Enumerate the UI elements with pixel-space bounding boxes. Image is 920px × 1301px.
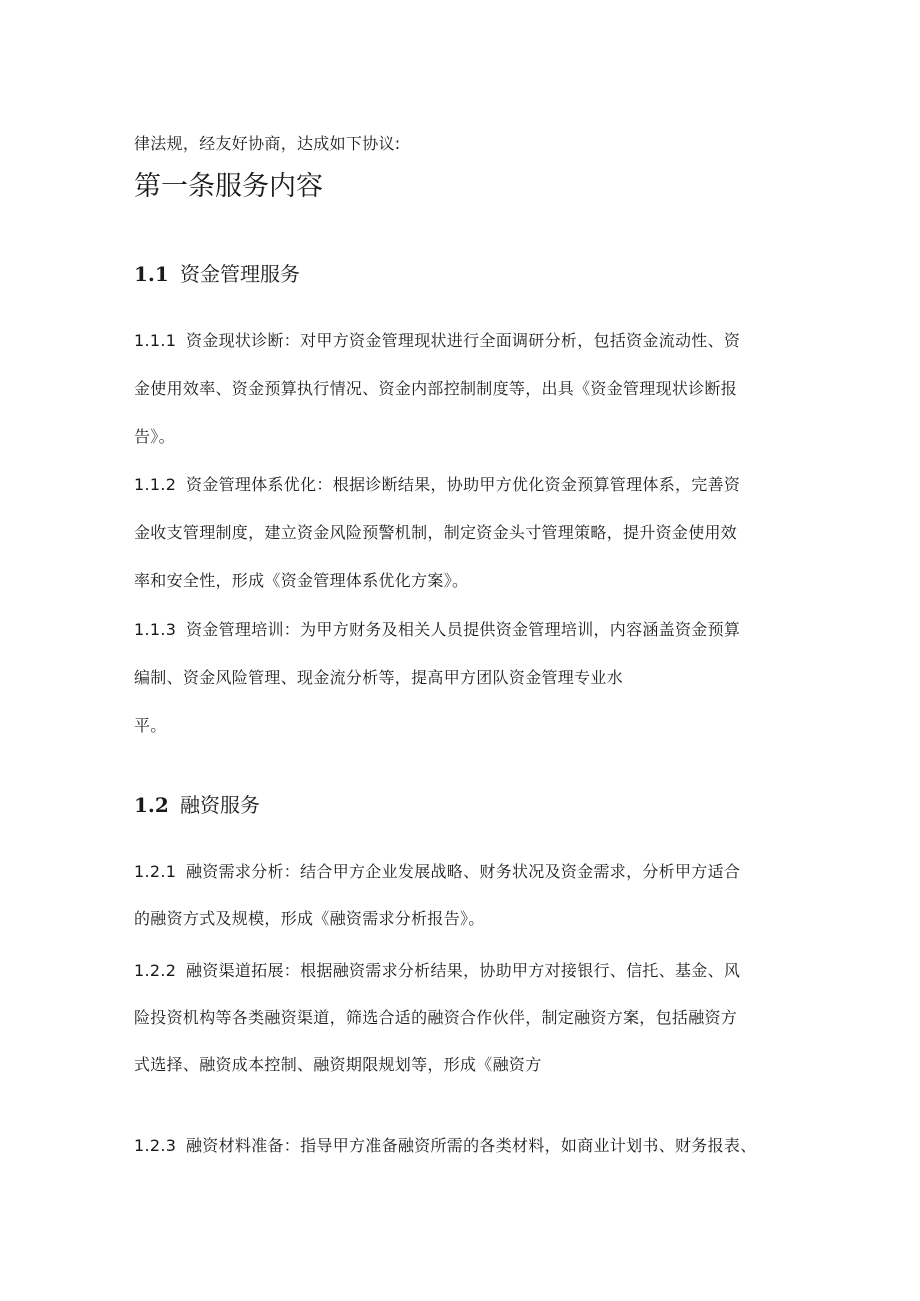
clause-1-2-2-line-2: 险投资机构等各类融资渠道，筛选合适的融资合作伙伴，制定融资方案，包括融资方 <box>134 1008 738 1027</box>
clause-text: 融资需求分析：结合甲方企业发展战略、财务状况及资金需求，分析甲方适合 <box>186 862 741 881</box>
clause-1-1-3-line-3: 平。 <box>134 716 167 735</box>
clause-1-2-1-line-1 <box>134 862 740 882</box>
clause-1-1-2-line-3: 率和安全性，形成《资金管理体系优化方案》。 <box>134 571 469 590</box>
clause-1-1-2-line-1 <box>134 475 740 495</box>
clause-1-1-3-line-2: 编制、资金风险管理、现金流分析等，提高甲方团队资金管理专业水 <box>134 668 624 687</box>
section-heading-1-2 <box>134 792 260 818</box>
clause-1-2-2-line-3: 式选择、融资成本控制、融资期限规划等，形成《融资方 <box>134 1055 542 1074</box>
clause-number: 1.1.3 <box>134 620 177 639</box>
intro-line: 律法规，经友好协商，达成如下协议: <box>134 134 401 153</box>
clause-number: 1.1.1 <box>134 331 177 350</box>
section-title: 资金管理服务 <box>180 262 300 286</box>
clause-text: 资金管理培训：为甲方财务及相关人员提供资金管理培训，内容涵盖资金预算 <box>186 620 741 639</box>
section-number: 1.1 <box>134 262 169 286</box>
clause-1-1-2-line-2: 金收支管理制度，建立资金风险预警机制，制定资金头寸管理策略，提升资金使用效 <box>134 523 738 542</box>
clause-1-1-1-line-3: 告》。 <box>134 427 175 446</box>
section-number: 1.2 <box>134 793 169 817</box>
clause-text: 融资材料准备：指导甲方准备融资所需的各类材料，如商业计划书、财务报表、 <box>186 1136 757 1155</box>
clause-1-1-3-line-1 <box>134 620 740 640</box>
clause-text: 资金现状诊断：对甲方资金管理现状进行全面调研分析，包括资金流动性、资 <box>186 331 741 350</box>
section-heading-1-1 <box>134 261 300 287</box>
clause-1-1-1-line-2: 金使用效率、资金预算执行情况、资金内部控制制度等，出具《资金管理现状诊断报 <box>134 379 738 398</box>
clause-number: 1.1.2 <box>134 475 177 494</box>
clause-text: 融资渠道拓展：根据融资需求分析结果，协助甲方对接银行、信托、基金、风 <box>186 961 741 980</box>
clause-number: 1.2.2 <box>134 961 177 980</box>
clause-1-2-2-line-1 <box>134 961 740 981</box>
clause-1-2-3-line-1 <box>134 1136 757 1156</box>
clause-number: 1.2.1 <box>134 862 177 881</box>
clause-1-1-1-line-1 <box>134 331 740 351</box>
clause-text: 资金管理体系优化：根据诊断结果，协助甲方优化资金预算管理体系，完善资 <box>186 475 741 494</box>
clause-1-2-1-line-2: 的融资方式及规模，形成《融资需求分析报告》。 <box>134 909 485 928</box>
clause-number: 1.2.3 <box>134 1136 177 1155</box>
chapter-title: 第一条服务内容 <box>134 171 323 202</box>
section-title: 融资服务 <box>180 793 260 817</box>
